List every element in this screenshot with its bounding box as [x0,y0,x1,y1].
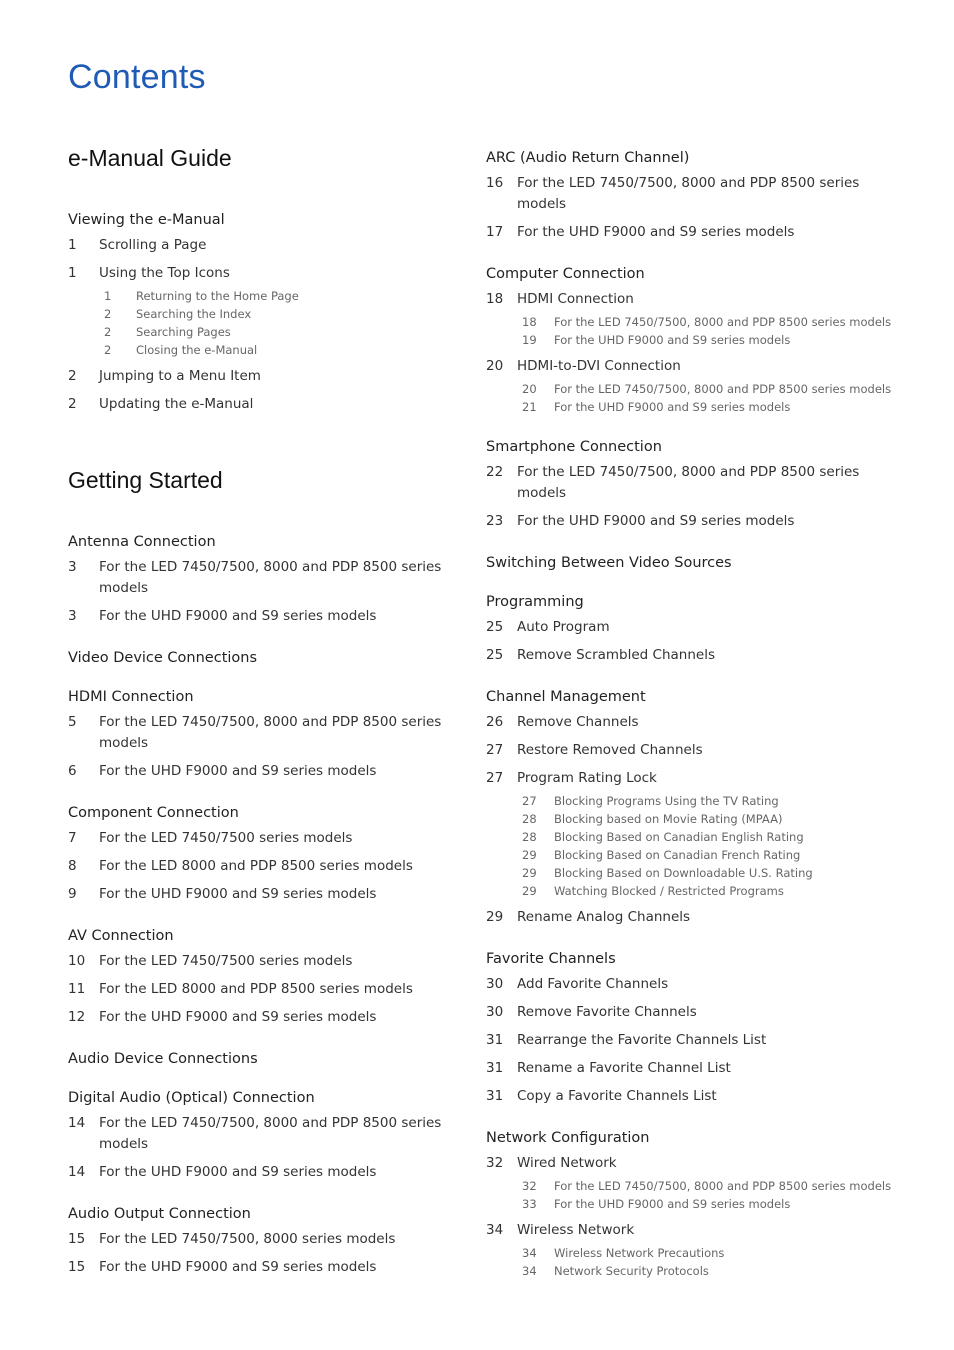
toc-entry[interactable] [486,614,906,642]
section-heading[interactable]: AV Connection [68,928,174,944]
toc-entry[interactable] [486,353,906,381]
subentry-title: For the UHD F9000 and S9 series models [554,333,791,347]
subentry-title: Closing the e-Manual [136,343,258,357]
subentry-title: For the LED 7450/7500, 8000 and PDP 8500 series models [554,1179,892,1193]
toc-entry[interactable] [486,1217,906,1245]
section-heading[interactable]: ARC (Audio Return Channel) [486,150,690,166]
toc-subentry[interactable] [486,1262,906,1280]
entry-title: For the UHD F9000 and S9 series models [99,763,377,779]
page-number: 22 [486,464,504,480]
part-spacer [68,172,448,208]
toc-entry[interactable] [486,1150,906,1178]
page-number: 34 [522,1264,537,1278]
page-number: 28 [522,830,537,844]
toc-subentry[interactable] [486,864,906,882]
page-number: 30 [486,1004,504,1020]
toc-subentry[interactable] [68,341,448,359]
section-heading[interactable]: Audio Output Connection [68,1206,251,1222]
page-number: 2 [68,368,77,384]
toc-entry[interactable] [486,971,906,999]
page-number: 34 [522,1246,537,1260]
section-heading[interactable]: Favorite Channels [486,951,616,967]
entry-title: Remove Channels [517,714,639,730]
toc-entry[interactable] [68,948,448,976]
toc-entry[interactable] [68,1254,448,1282]
toc-subentry[interactable] [486,1177,906,1195]
section-spacer [486,670,906,685]
part-heading: Getting Started [68,467,223,493]
toc-entry[interactable] [68,1159,448,1187]
page-number: 25 [486,647,504,663]
toc-subentry[interactable] [68,287,448,305]
toc-entry[interactable] [486,904,906,932]
page-number: 32 [486,1155,504,1171]
entry-title: Rename Analog Channels [517,909,691,925]
page-number: 2 [104,307,112,321]
toc-entry[interactable] [68,363,448,391]
page-number: 19 [522,333,537,347]
entry-title: Copy a Favorite Channels List [517,1088,717,1104]
entry-title: Using the Top Icons [99,265,230,281]
page-number: 31 [486,1088,504,1104]
toc-entry[interactable] [486,459,906,508]
page-number: 2 [104,325,112,339]
entry-title: For the LED 7450/7500, 8000 and PDP 8500 series models [99,714,442,751]
page-number: 14 [68,1115,86,1131]
toc-subentry[interactable] [486,380,906,398]
page-number: 28 [522,812,537,826]
subentry-title: Blocking Based on Canadian French Rating [554,848,801,862]
entry-title: Remove Favorite Channels [517,1004,697,1020]
part-spacer [68,494,448,530]
section-heading[interactable]: HDMI Connection [68,689,194,705]
subentry-title: Blocking based on Movie Rating (MPAA) [554,812,783,826]
section-spacer [486,932,906,947]
page-number: 29 [522,884,537,898]
toc-subentry[interactable] [486,882,906,900]
section-spacer [486,420,906,435]
entry-title: For the LED 8000 and PDP 8500 series models [99,858,413,874]
page-number: 30 [486,976,504,992]
toc-subentry[interactable] [486,331,906,349]
toc-entry[interactable] [68,976,448,1004]
entry-title: For the UHD F9000 and S9 series models [517,224,795,240]
page-number: 10 [68,953,86,969]
page-number: 1 [104,289,112,303]
subentry-title: Watching Blocked / Restricted Programs [554,884,784,898]
page-number: 23 [486,513,504,529]
toc-entry[interactable] [68,391,448,419]
entry-title: For the UHD F9000 and S9 series models [99,1164,377,1180]
section-spacer [68,786,448,801]
subentry-title: For the LED 7450/7500, 8000 and PDP 8500 series models [554,382,892,396]
page-number: 6 [68,763,77,779]
section-spacer [486,536,906,551]
toc-column-left [68,145,448,1282]
toc-subentry[interactable] [486,398,906,416]
page-number: 1 [68,265,77,281]
toc-entry[interactable] [486,642,906,670]
subentry-title: For the LED 7450/7500, 8000 and PDP 8500 series models [554,315,892,329]
page-number: 27 [486,770,504,786]
page-number: 9 [68,886,77,902]
entry-title: For the LED 8000 and PDP 8500 series models [99,981,413,997]
section-heading[interactable]: Audio Device Connections [68,1051,258,1067]
part-spacer [68,419,448,467]
page-number: 8 [68,858,77,874]
section-spacer [68,1032,448,1047]
page-number: 31 [486,1032,504,1048]
subentry-title: Blocking Based on Downloadable U.S. Rating [554,866,813,880]
toc-entry[interactable] [486,999,906,1027]
toc-entry[interactable] [486,286,906,314]
toc-entry[interactable] [486,219,906,247]
entry-title: Rename a Favorite Channel List [517,1060,731,1076]
page-number: 20 [522,382,537,396]
toc-subentry[interactable] [486,810,906,828]
toc-entry[interactable] [486,1027,906,1055]
toc-subentry[interactable] [486,1244,906,1262]
page-number: 1 [68,237,77,253]
toc-subentry[interactable] [486,1195,906,1213]
toc-entry[interactable] [68,554,448,603]
entry-title: For the UHD F9000 and S9 series models [99,886,377,902]
page-number: 11 [68,981,86,997]
toc-entry[interactable] [68,1004,448,1032]
entry-title: For the UHD F9000 and S9 series models [99,608,377,624]
section-spacer [68,1187,448,1202]
subentry-title: Searching the Index [136,307,252,321]
section-heading[interactable]: Network Configuration [486,1130,650,1146]
toc-entry[interactable] [68,709,448,758]
toc-entry[interactable] [486,170,906,219]
entry-title: Updating the e-Manual [99,396,254,412]
entry-title: For the UHD F9000 and S9 series models [99,1259,377,1275]
page-number: 18 [486,291,504,307]
entry-title: For the LED 7450/7500, 8000 and PDP 8500 series models [517,464,860,501]
subentry-title: For the UHD F9000 and S9 series models [554,400,791,414]
toc-entry[interactable] [486,1055,906,1083]
section-heading[interactable]: Programming [486,594,584,610]
page-number: 3 [68,608,77,624]
page-number: 2 [68,396,77,412]
section-heading[interactable]: Digital Audio (Optical) Connection [68,1090,315,1106]
page-number: 3 [68,559,77,575]
entry-title: Wireless Network [517,1222,635,1238]
page-number: 25 [486,619,504,635]
toc-entry[interactable] [68,232,448,260]
page-number: 21 [522,400,537,414]
subentry-title: Network Security Protocols [554,1264,709,1278]
section-spacer [486,1111,906,1126]
subentry-title: Searching Pages [136,325,231,339]
section-heading[interactable]: Viewing the e-Manual [68,212,225,228]
toc-entry[interactable] [486,737,906,765]
page-number: 33 [522,1197,537,1211]
entry-title: HDMI-to-DVI Connection [517,358,681,374]
entry-title: Scrolling a Page [99,237,207,253]
toc-subentry[interactable] [68,305,448,323]
toc-entry[interactable] [486,508,906,536]
section-heading[interactable]: Antenna Connection [68,534,216,550]
page-title: Contents [68,58,206,96]
entry-title: Program Rating Lock [517,770,657,786]
section-spacer [68,670,448,685]
section-spacer [486,247,906,262]
section-heading[interactable]: Computer Connection [486,266,645,282]
toc-subentry[interactable] [486,828,906,846]
section-heading[interactable]: Video Device Connections [68,650,258,666]
section-heading[interactable]: Component Connection [68,805,239,821]
page-number: 12 [68,1009,86,1025]
toc-entry[interactable] [486,765,906,793]
toc-entry[interactable] [68,260,448,288]
page-number: 32 [522,1179,537,1193]
toc-entry[interactable] [68,881,448,909]
toc-column-right [486,146,906,1284]
toc-entry[interactable] [486,1083,906,1111]
toc-subentry[interactable] [68,323,448,341]
entry-title: Add Favorite Channels [517,976,669,992]
entry-title: Rearrange the Favorite Channels List [517,1032,767,1048]
part-heading: e-Manual Guide [68,145,232,171]
entry-title: Remove Scrambled Channels [517,647,715,663]
toc-entry[interactable] [68,603,448,631]
entry-title: For the LED 7450/7500 series models [99,953,353,969]
entry-title: For the LED 7450/7500, 8000 and PDP 8500 series models [517,175,860,212]
page-number: 31 [486,1060,504,1076]
section-spacer [68,1071,448,1086]
section-spacer [68,631,448,646]
entry-title: For the LED 7450/7500 series models [99,830,353,846]
entry-title: For the LED 7450/7500, 8000 and PDP 8500 series models [99,559,442,596]
section-spacer [486,575,906,590]
subentry-title: For the UHD F9000 and S9 series models [554,1197,791,1211]
page-number: 20 [486,358,504,374]
toc-entry[interactable] [68,825,448,853]
page-number: 15 [68,1259,86,1275]
toc-entry[interactable] [68,758,448,786]
section-heading[interactable]: Switching Between Video Sources [486,555,732,571]
entry-title: For the UHD F9000 and S9 series models [517,513,795,529]
page-number: 26 [486,714,504,730]
section-heading[interactable]: Smartphone Connection [486,439,662,455]
toc-entry[interactable] [68,1226,448,1254]
toc-entry[interactable] [68,1110,448,1159]
page-number: 27 [522,794,537,808]
entry-title: HDMI Connection [517,291,634,307]
section-spacer [68,909,448,924]
subentry-title: Blocking Based on Canadian English Rating [554,830,804,844]
toc-subentry[interactable] [486,846,906,864]
entry-title: For the UHD F9000 and S9 series models [99,1009,377,1025]
page-number: 15 [68,1231,86,1247]
subentry-title: Wireless Network Precautions [554,1246,725,1260]
subentry-title: Returning to the Home Page [136,289,299,303]
page-number: 29 [522,866,537,880]
page-number: 34 [486,1222,504,1238]
toc-entry[interactable] [68,853,448,881]
page-number: 2 [104,343,112,357]
entry-title: For the LED 7450/7500, 8000 series models [99,1231,396,1247]
toc-subentry[interactable] [486,313,906,331]
entry-title: For the LED 7450/7500, 8000 and PDP 8500 series models [99,1115,442,1152]
page-number: 27 [486,742,504,758]
page-number: 5 [68,714,77,730]
page-number: 7 [68,830,77,846]
toc-entry[interactable] [486,709,906,737]
entry-title: Auto Program [517,619,610,635]
subentry-title: Blocking Programs Using the TV Rating [554,794,779,808]
page-number: 14 [68,1164,86,1180]
subentry-spacer [486,1280,906,1284]
section-heading[interactable]: Channel Management [486,689,646,705]
entry-title: Restore Removed Channels [517,742,703,758]
page-number: 29 [486,909,504,925]
toc-subentry[interactable] [486,792,906,810]
page-number: 18 [522,315,537,329]
page-number: 29 [522,848,537,862]
entry-title: Wired Network [517,1155,617,1171]
entry-title: Jumping to a Menu Item [99,368,261,384]
page-number: 17 [486,224,504,240]
page-number: 16 [486,175,504,191]
